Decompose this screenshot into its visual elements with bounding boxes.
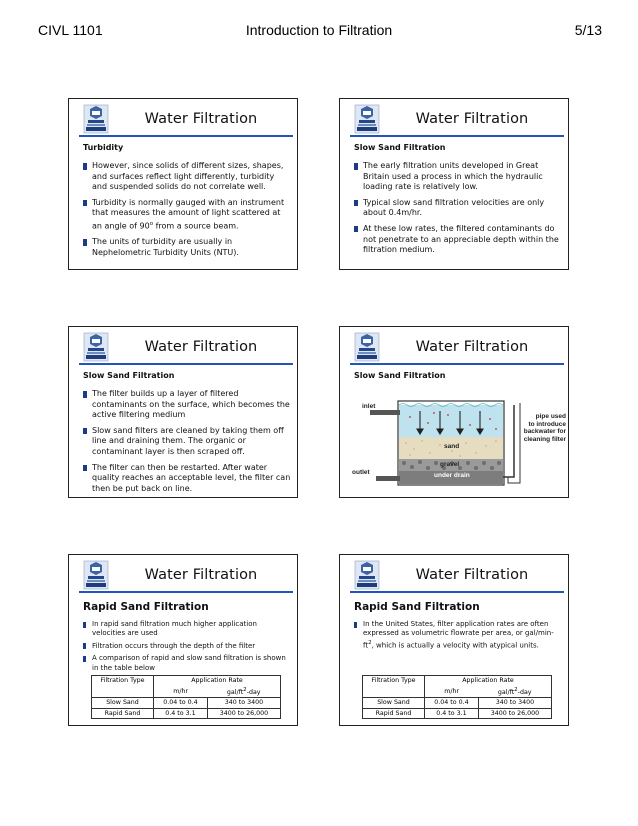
bullet-list <box>83 389 291 498</box>
table-header-type: Filtration Type <box>363 676 425 686</box>
slide-title: Water Filtration <box>415 567 529 583</box>
slide-slow-sand-intro <box>339 98 569 270</box>
table-row: Rapid Sand 0.4 to 3.1 3400 to 26,000 <box>363 708 552 719</box>
application-rate-table <box>91 675 281 719</box>
slide-subtitle: Rapid Sand Filtration <box>354 601 480 613</box>
slide-title: Water Filtration <box>144 111 258 127</box>
inlet-pipe <box>370 410 400 415</box>
bullet-square-icon <box>354 226 358 233</box>
slide-subtitle: Slow Sand Filtration <box>354 371 446 380</box>
bullet-list <box>83 620 291 676</box>
slide-subtitle: Turbidity <box>83 143 124 152</box>
application-rate-table <box>362 675 552 719</box>
list-item: The filter builds up a layer of filtered contaminants on the surface, which becomes the active filtering medium <box>83 389 291 421</box>
table-unit-mhr: m/hr <box>444 687 460 695</box>
outlet-pipe <box>376 476 400 481</box>
bullet-square-icon <box>83 656 86 662</box>
backwash-pipe <box>503 405 514 477</box>
list-item: At these low rates, the filtered contaminants do not penetrate to an appreciable depth within the filtration medium. <box>354 224 562 256</box>
table-unit-mhr: m/hr <box>173 687 189 695</box>
slide-turbidity <box>68 98 298 270</box>
title-rule <box>79 363 293 365</box>
water-layer <box>399 405 503 437</box>
slide-rapid-sand-us <box>339 554 569 726</box>
course-code: CIVL 1101 <box>38 22 103 38</box>
bullet-square-icon <box>354 622 357 628</box>
bullet-square-icon <box>83 428 87 435</box>
list-item: Slow sand filters are cleaned by taking them off line and draining them. The organic or contaminant layer is then scraped off. <box>83 426 291 458</box>
list-item: In rapid sand filtration much higher application velocities are used <box>83 620 291 639</box>
title-rule <box>350 135 564 137</box>
table-header-rate: Application Rate <box>462 677 514 684</box>
title-rule <box>350 363 564 365</box>
table-unit-galft: gal/$ft^2$-day <box>226 686 261 696</box>
bullet-square-icon <box>83 391 87 398</box>
title-rule <box>79 591 293 593</box>
page-number: 5/13 <box>574 22 602 38</box>
pipe-label: pipe used to introduce backwater for cleaning filter <box>523 413 566 443</box>
slide-subtitle: Slow Sand Filtration <box>83 371 175 380</box>
list-item: A comparison of rapid and slow sand filtration is shown in the table below <box>83 654 291 673</box>
bullet-square-icon <box>83 465 87 472</box>
slow-sand-filter-diagram <box>348 383 566 495</box>
outlet-label: outlet <box>352 469 370 476</box>
bullet-square-icon <box>83 622 86 628</box>
list-item: Turbidity is normally gauged with an instrument that measures the amount of light scattered at an angle of 90$^o$ from a source beam. <box>83 198 291 232</box>
bullet-list <box>83 161 291 263</box>
slide-slow-sand-diagram <box>339 326 569 498</box>
slide-title: Water Filtration <box>144 567 258 583</box>
title-rule <box>350 591 564 593</box>
bullet-square-icon <box>354 163 358 170</box>
under-drain-label: under drain <box>434 472 470 479</box>
table-unit-galft: gal/$ft^2$-day <box>497 686 532 696</box>
table-row: Rapid Sand 0.4 to 3.1 3400 to 26,000 <box>92 708 281 719</box>
list-item: The filter can then be restarted. After water quality reaches an acceptable level, the filter can then be put back on line. <box>83 463 291 495</box>
bullet-square-icon <box>354 200 358 207</box>
list-item: In the United States, filter application rates are often expressed as volumetric flowrate per area, or gal/$\min-ft^2$, which is actually a velocity with atypical units. <box>354 620 562 651</box>
sand-label: sand <box>444 443 460 450</box>
gravel-label: gravel <box>440 461 460 468</box>
bullet-square-icon <box>83 200 87 207</box>
bullet-square-icon <box>83 643 86 649</box>
list-item: The units of turbidity are usually in Nephelometric Turbidity Units (NTU). <box>83 237 291 258</box>
slide-title: Water Filtration <box>415 339 529 355</box>
document-title: Introduction to Filtration <box>245 22 393 38</box>
bullet-list <box>354 620 562 654</box>
slide-subtitle: Rapid Sand Filtration <box>83 601 209 613</box>
table-row: Slow Sand 0.04 to 0.4 340 to 3400 <box>92 698 281 709</box>
table-header-type: Filtration Type <box>92 676 154 686</box>
table-header-rate: Application Rate <box>191 677 243 684</box>
list-item: However, since solids of different sizes, shapes, and surfaces reflect light differently, turbidity and suspended solids do not correlate well. <box>83 161 291 193</box>
slide-rapid-sand-intro <box>68 554 298 726</box>
table-row: Slow Sand 0.04 to 0.4 340 to 3400 <box>363 698 552 709</box>
list-item: The early filtration units developed in Great Britain used a process in which the hydraulic loading rate is relatively low. <box>354 161 562 193</box>
list-item: Filtration occurs through the depth of the filter <box>83 642 291 651</box>
bullet-square-icon <box>83 163 87 170</box>
slide-subtitle: Slow Sand Filtration <box>354 143 446 152</box>
bullet-square-icon <box>83 239 87 246</box>
slide-slow-sand-operation <box>68 326 298 498</box>
title-rule <box>79 135 293 137</box>
inlet-label: inlet <box>362 403 376 410</box>
slide-title: Water Filtration <box>415 111 529 127</box>
slide-title: Water Filtration <box>144 339 258 355</box>
bullet-list <box>354 161 562 261</box>
list-item: Typical slow sand filtration velocities are only about 0.4m/hr. <box>354 198 562 219</box>
